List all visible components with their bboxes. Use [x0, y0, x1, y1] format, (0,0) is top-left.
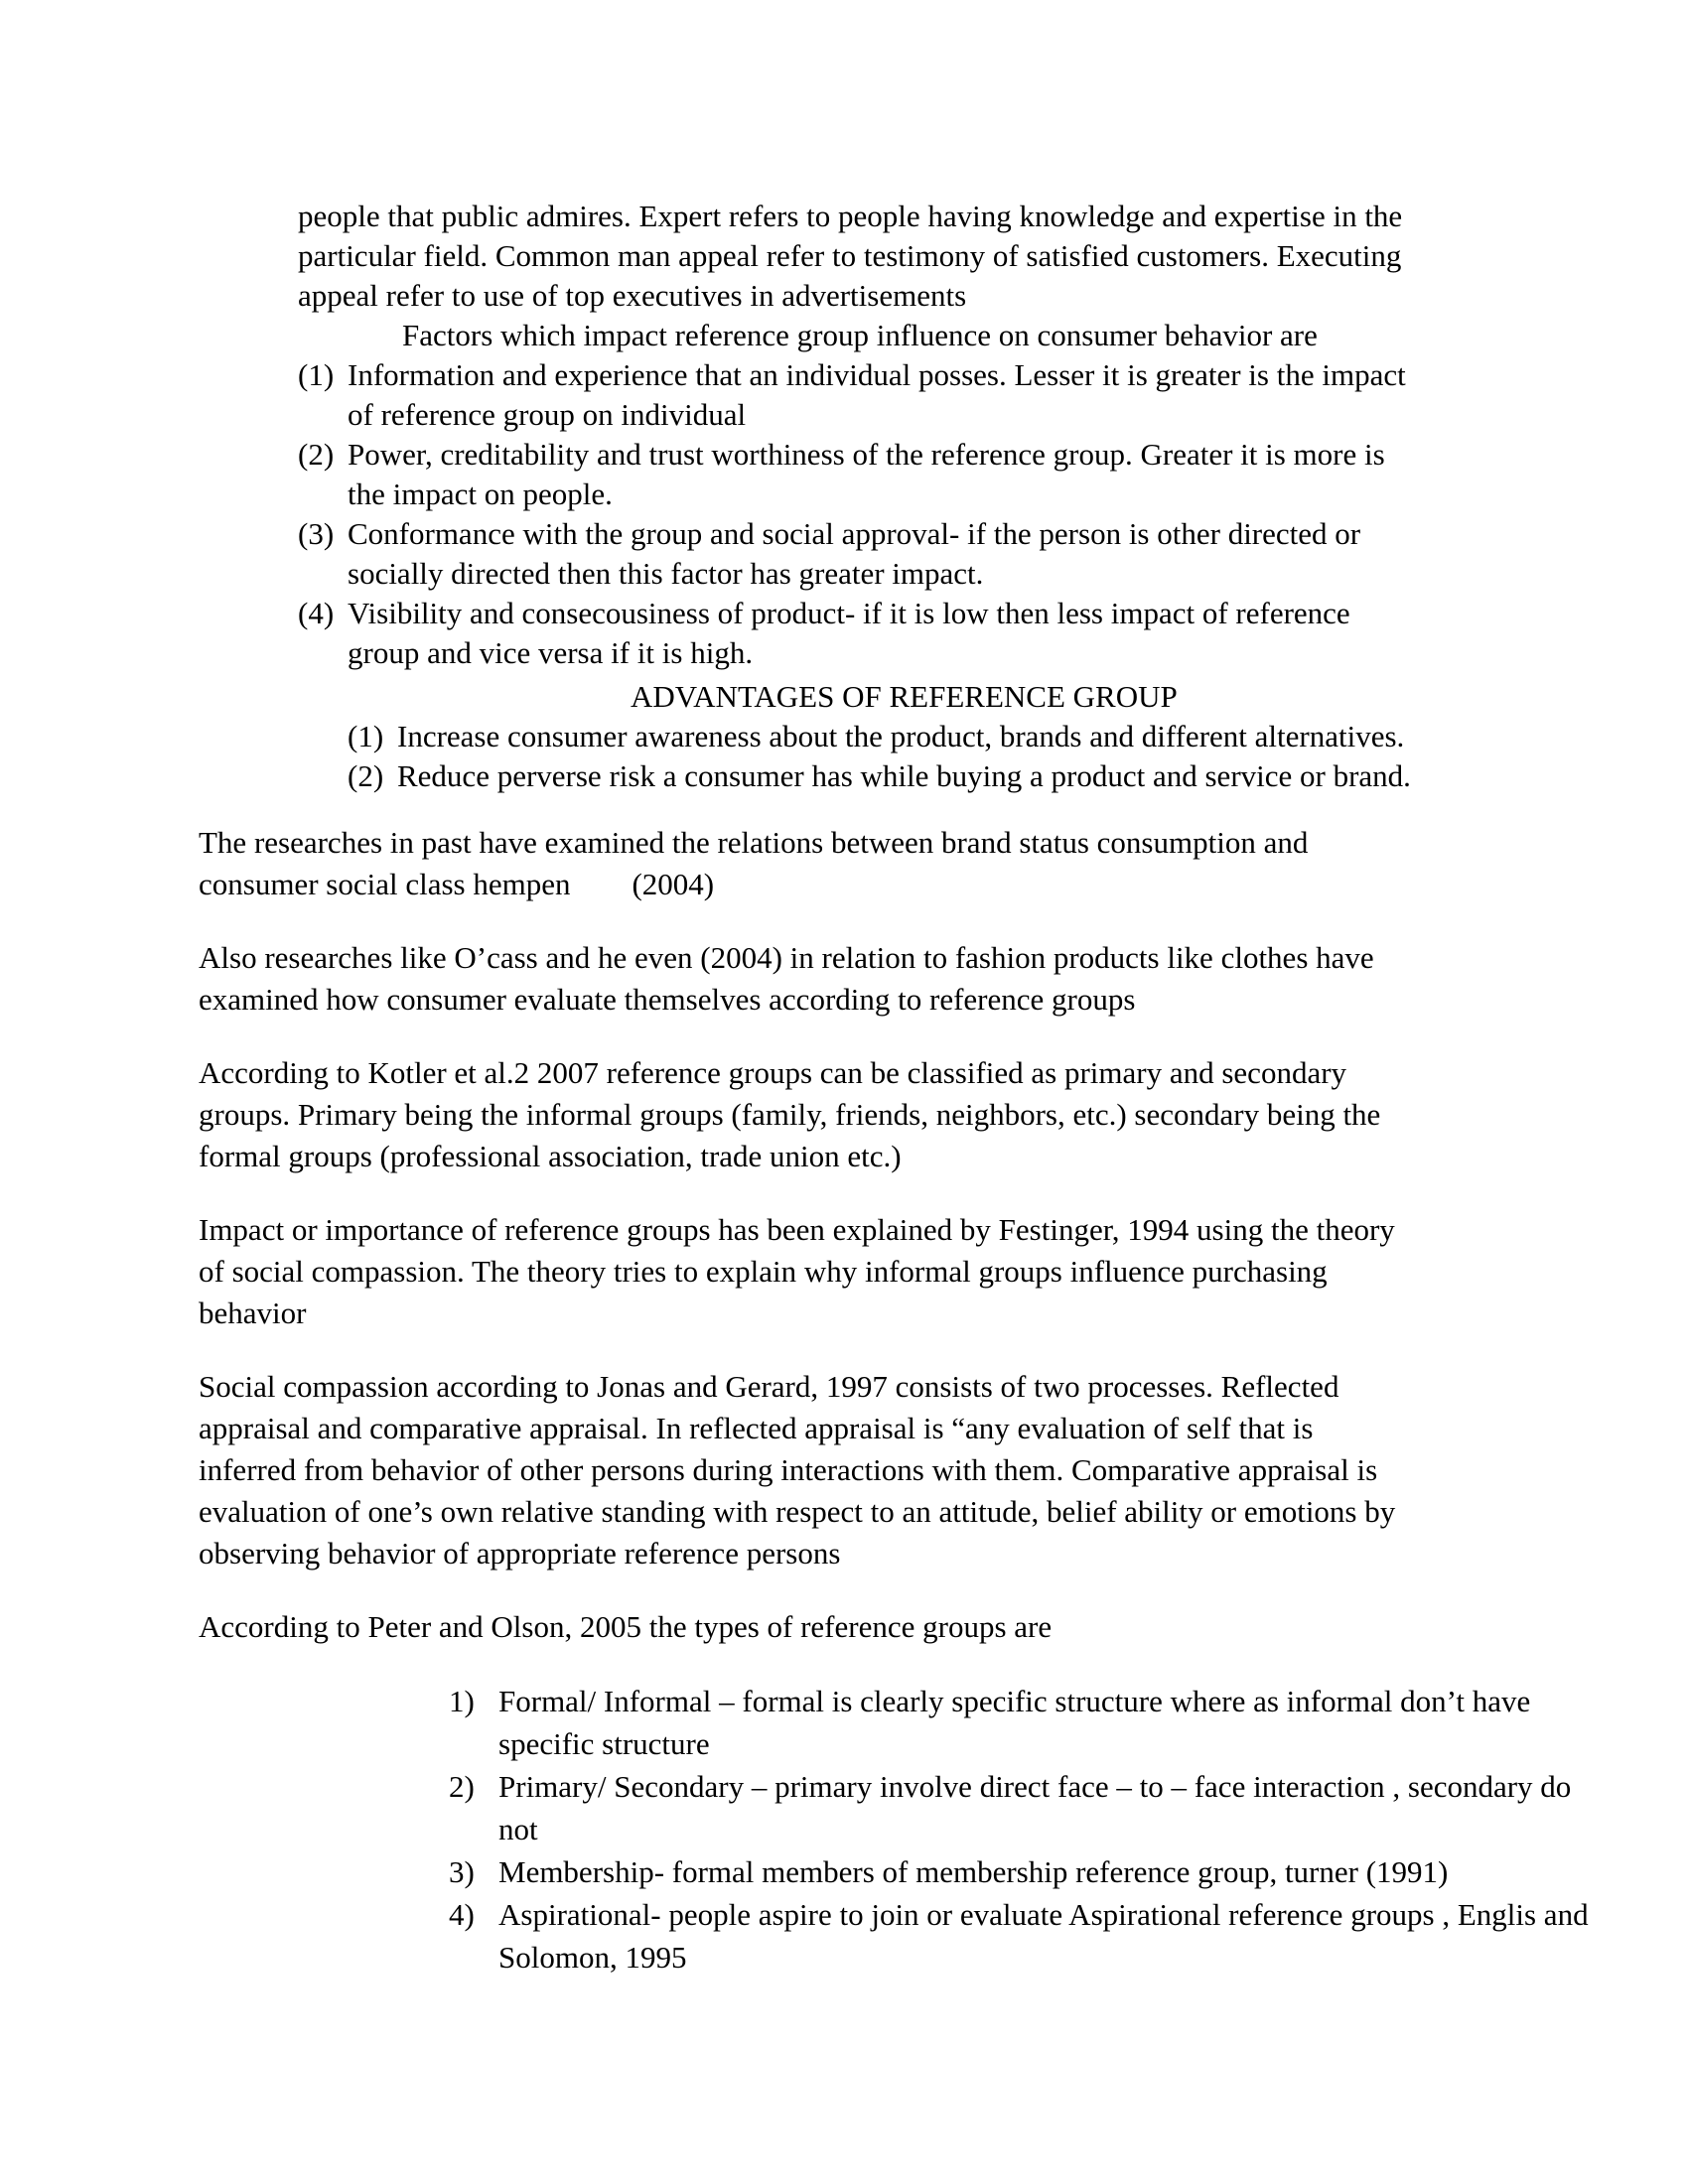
document-line: formal groups (professional association, trade union etc.) [199, 1139, 902, 1173]
document-line: observing behavior of appropriate reference persons [199, 1536, 841, 1570]
document-line: Social compassion according to Jonas and Gerard, 1997 consists of two processes. Reflected [199, 1369, 1339, 1404]
body-paragraph [199, 822, 1688, 905]
document-line: Reduce perverse risk a consumer has while buying a product and service or brand. [397, 758, 1411, 793]
document-line: The researches in past have examined the relations between brand status consumption and [199, 825, 1309, 860]
list-item-marker: (2) [298, 437, 335, 472]
factors-list [0, 355, 1688, 673]
document-line: Visibility and consecousiness of product- if it is low then less impact of reference [348, 596, 1350, 630]
list-item-marker: 4) [449, 1897, 475, 1932]
list-item [449, 1680, 1688, 1765]
list-item [298, 355, 1688, 435]
document-line: behavior [199, 1296, 307, 1330]
list-item [348, 717, 1688, 756]
body-paragraph [199, 937, 1688, 1021]
list-item [348, 756, 1688, 796]
document-line: Aspirational- people aspire to join or evaluate Aspirational reference groups , Englis and [498, 1897, 1589, 1932]
list-item-marker: (2) [348, 758, 384, 793]
advantages-list [0, 717, 1688, 796]
factors-lead-line: Factors which impact reference group influence on consumer behavior are [402, 318, 1318, 352]
document-line: particular field. Common man appeal refer to testimony of satisfied customers. Executing [298, 238, 1402, 273]
list-item [449, 1850, 1688, 1893]
document-line: of social compassion. The theory tries to explain why informal groups influence purchasing [199, 1254, 1328, 1289]
document-line: Conformance with the group and social approval- if the person is other directed or [348, 516, 1361, 551]
list-item [298, 435, 1688, 514]
document-line: socially directed then this factor has greater impact. [348, 556, 984, 591]
document-line: According to Peter and Olson, 2005 the types of reference groups are [199, 1609, 1053, 1644]
document-line: consumer social class hempen (2004) [199, 867, 715, 901]
list-item-marker: (3) [298, 516, 335, 551]
document-line: appeal refer to use of top executives in advertisements [298, 278, 967, 313]
intro-paragraph [298, 197, 1688, 316]
document-line: the impact on people. [348, 477, 613, 511]
document-line: Impact or importance of reference groups has been explained by Festinger, 1994 using the theory [199, 1212, 1395, 1247]
document-line: Membership- formal members of membership reference group, turner (1991) [498, 1854, 1449, 1889]
body-paragraph [199, 1052, 1688, 1177]
document-line: Power, creditability and trust worthiness of the reference group. Greater it is more is [348, 437, 1385, 472]
body-paragraph [199, 1366, 1688, 1574]
list-item-marker: (4) [298, 596, 335, 630]
list-item [449, 1765, 1688, 1850]
list-item [298, 594, 1688, 673]
document-line: inferred from behavior of other persons during interactions with them. Comparative appraisal is [199, 1452, 1378, 1487]
list-item-marker: (1) [298, 357, 335, 392]
list-item-marker: 1) [449, 1684, 475, 1718]
document-line: Formal/ Informal – formal is clearly specific structure where as informal don’t have [498, 1684, 1531, 1718]
document-line: Also researches like O’cass and he even (2004) in relation to fashion products like clothes have [199, 940, 1374, 975]
document-line: group and vice versa if it is high. [348, 635, 754, 670]
document-line: appraisal and comparative appraisal. In reflected appraisal is “any evaluation of self that is [199, 1411, 1314, 1445]
document-line: examined how consumer evaluate themselves according to reference groups [199, 982, 1136, 1017]
document-line: Increase consumer awareness about the product, brands and different alternatives. [397, 719, 1405, 753]
document-line: Primary/ Secondary – primary involve direct face – to – face interaction , secondary do [498, 1769, 1572, 1804]
body-paragraph [199, 1209, 1688, 1334]
document-line: Solomon, 1995 [498, 1940, 687, 1975]
list-item [298, 514, 1688, 594]
document-line: Information and experience that an individual posses. Lesser it is greater is the impact [348, 357, 1406, 392]
document-line: evaluation of one’s own relative standing with respect to an attitude, belief ability or emotions by [199, 1494, 1396, 1529]
top-section [0, 0, 1688, 796]
body-paragraph [199, 1606, 1688, 1648]
list-item [449, 1893, 1688, 1979]
types-list [449, 1680, 1688, 1979]
document-line: According to Kotler et al.2 2007 reference groups can be classified as primary and secondary [199, 1055, 1347, 1090]
document-line: groups. Primary being the informal groups (family, friends, neighbors, etc.) secondary being the [199, 1097, 1381, 1132]
document-line: specific structure [498, 1726, 710, 1761]
list-item-marker: 2) [449, 1769, 475, 1804]
document-line: people that public admires. Expert refers to people having knowledge and expertise in the [298, 199, 1403, 233]
list-item-marker: 3) [449, 1854, 475, 1889]
document-line: of reference group on individual [348, 397, 747, 432]
body-section [199, 822, 1688, 1979]
document-line: not [498, 1812, 538, 1846]
advantages-heading: ADVANTAGES OF REFERENCE GROUP [631, 679, 1178, 714]
list-item-marker: (1) [348, 719, 384, 753]
